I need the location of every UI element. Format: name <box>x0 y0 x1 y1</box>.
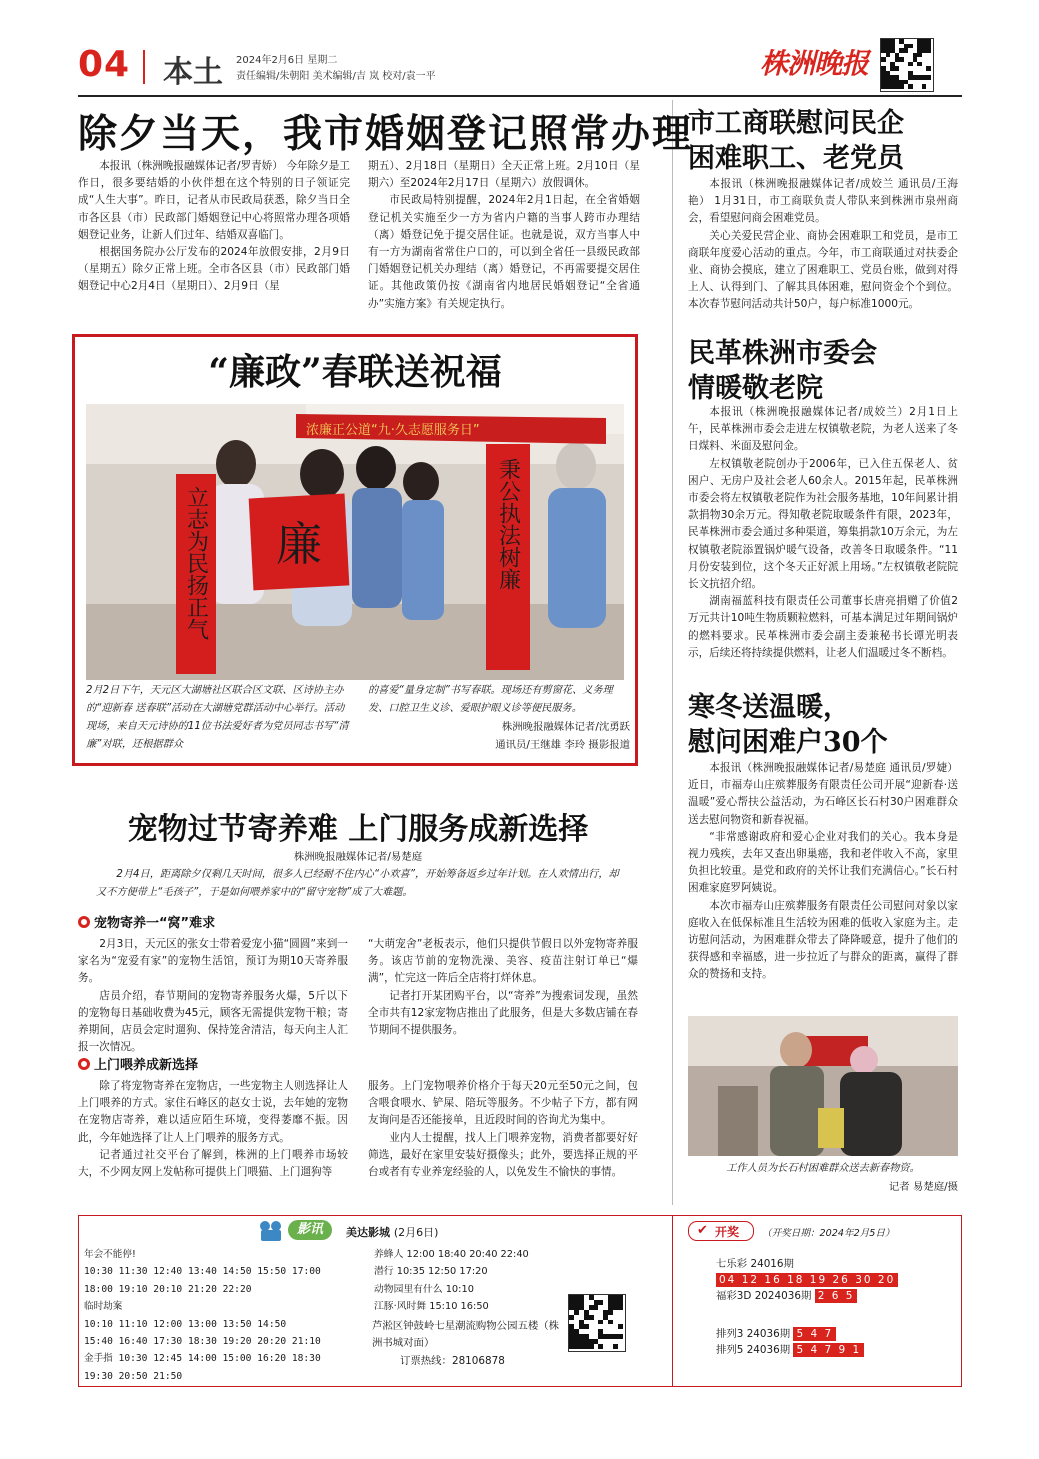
paragraph: 市民政局特别提醒，2024年2月1日起，在全省婚姻登记机关实施至少一方为省内户籍的当事人跨市办理结（离）婚登记免于提交居住证。也就是说，双方当事人中有一方为湖南省常住户口的，可以到全省任一县级民政部门婚姻登记机关办理结（离）婚登记，不再需要提交居住证。其他政策仍按《湖南省内地居民婚姻登记“全省通办”实施方案》有关规定执行。 <box>368 194 640 310</box>
lead-col-2 <box>368 158 640 313</box>
cinema-address: 芦淞区钟鼓岭七星潮流购物公园五楼（株洲书城对面） <box>372 1320 560 1349</box>
schedule-line: 动物园里有什么 10:10 <box>374 1283 474 1295</box>
lottery-numbers: 2 6 5 <box>815 1289 858 1303</box>
couplet-left: 立志为民扬正气 <box>183 486 209 640</box>
paragraph: 关心关爱民营企业、商协会困难职工和党员，是市工商联年度爱心活动的重点。今年，市工商联通过对扶委企业、商协会摸底，建立了困难职工、党员台账，做到对得上人、认得到门、了解其具体困难，慰问资金个个到位。本次春节慰问活动共计50户，每户标准1000元。 <box>688 229 958 311</box>
pet-byline: 株洲晚报融媒体记者/易楚庭 <box>293 851 423 863</box>
lottery-logo: ✔ 开奖 <box>688 1221 754 1241</box>
paragraph: 业内人士提醒，找人上门喂养宠物，消费者都要好好筛选，最好在家里安装好摄像头；此外，要选择正规的平台或者有专业养宠经验的人，以免发生不愉快的事情。 <box>368 1131 638 1179</box>
editors-line: 责任编辑/朱朝阳 美术编辑/吉 岚 校对/袁一平 <box>236 71 436 82</box>
paragraph: 除了将宠物寄养在宠物店，一些宠物主人则选择让人上门喂养的方式。家住石峰区的赵女士说，去年她的宠物在宠物店寄养，难以适应陌生环境，变得萎靡不振。因此，今年她选择了让人上门喂养的服务方式。 <box>78 1080 348 1144</box>
qr-cell <box>618 1334 623 1339</box>
qr-cell <box>574 1310 579 1315</box>
schedule-line: 10:10 11:10 12:00 13:00 13:50 14:50 <box>84 1318 287 1330</box>
schedule-line: 潜行 10:35 12:50 17:20 <box>374 1266 488 1278</box>
qr-cell <box>584 1324 589 1329</box>
pet-headline: 宠物过节寄养难 上门服务成新选择 <box>127 812 589 847</box>
story2-body <box>688 404 958 662</box>
lottery-numbers: 5 4 7 <box>793 1327 836 1341</box>
pet-sec2-col2 <box>368 1078 638 1181</box>
paragraph: 期五）、2月18日（星期日）全天正常上班。2月10日（星期六）至2024年2月17日（星期六）放假调休。 <box>368 160 640 190</box>
section-name: 本土 <box>163 55 223 90</box>
qr-cell <box>594 1305 599 1310</box>
bottom-divider <box>672 1215 673 1387</box>
qr-cell <box>608 1320 613 1325</box>
pet-subhead-1: 宠物寄养一“窝”难求 <box>78 912 215 931</box>
qr-cell <box>926 75 931 80</box>
lottery-numbers: 5 4 7 9 1 <box>793 1343 864 1357</box>
qr-cell <box>598 1320 603 1325</box>
pet-intro: 2月4日，距离除夕仅剩几天时间，很多人已经耐不住内心“小欢喜”，开始筹备返乡过年计划。在人欢情出行，却又不方便带上“毛孩子”，于是如何喂养家中的“留守宠物”成了大难题。 <box>96 869 619 898</box>
qr-cell <box>908 84 913 89</box>
paragraph: 根据国务院办公厅发布的2024年放假安排，2月9日（星期五）除夕正常上班。全市各区县（市）民政部门婚姻登记中心2月4日（星期日）、2月9日（星 <box>78 246 350 293</box>
schedule-line: 年会不能停! <box>84 1249 136 1260</box>
pet-subhead-2: 上门喂养成新选择 <box>78 1054 198 1073</box>
qr-cell <box>926 66 931 71</box>
paragraph: 本次市福寿山庄殡葬服务有限责任公司慰问对象以家庭收入在低保标准且生活较为困难的低收入家庭为主。走访慰问活动，为困难群众带去了降降暖意，提升了他们的获得感和幸福感，进一步拉近了与群众的距离，赢得了群众的赞扬和支持。 <box>688 899 958 981</box>
relief-photo <box>688 1016 958 1156</box>
qr-code-icon <box>880 38 934 92</box>
bullet-icon <box>78 1058 90 1070</box>
qr-cell <box>922 84 927 89</box>
schedule-line: 金手指 10:30 12:45 14:00 15:00 16:20 18:30 <box>84 1353 321 1365</box>
qr-cell <box>908 44 913 49</box>
lead-col-1 <box>78 158 350 296</box>
feature-title: “廉政”春联送祝福 <box>208 351 502 393</box>
qr-cell <box>917 53 922 58</box>
film-camera-icon <box>258 1220 286 1242</box>
feature-caption-1: 2月2日下午，天元区大湖塘社区联合区文联、区诗协主办的“迎新春 送春联”活动在大湖塘党群活动中心举行。活动现场，来自天元诗协的11位书法爱好者为党员同志书写“清廉”对联，还根据群众 <box>86 685 349 750</box>
couplet-center: 廉 <box>276 517 322 571</box>
cinema-logo: 影讯 <box>288 1220 332 1240</box>
lottery-date: （开奖日期：2024年2月5日） <box>762 1228 895 1239</box>
qr-cell <box>618 1305 623 1310</box>
story3-headline: 寒冬送温暖， 慰问困难户30个 <box>688 692 888 758</box>
feature-credits <box>368 718 630 754</box>
paragraph: 本报讯（株洲晚报融媒体记者/罗青娇） 今年除夕是工作日，很多要结婚的小伙伴想在这个特别的日子领证完成“人生大事”。昨日，记者从市民政局获悉，除夕当日全市各区县（市）民政部门婚姻登记中心将照常办理各项婚姻登记业务，让新人们过年、结婚双喜临门。 <box>78 160 350 241</box>
banner-text: 浓廉正公道“九·久志愿服务日” <box>306 423 480 438</box>
lottery-results <box>716 1256 956 1358</box>
paragraph: “非常感谢政府和爱心企业对我们的关心。我本身是视力残疾，去年又查出卵巢癌，我和老伴收入不高，家里负担比较重。是党和政府的关怀让我们充满信心。”长石村困难家庭罗阿姨说。 <box>688 830 958 895</box>
schedule-line: 15:40 16:40 17:30 18:30 19:20 20:20 21:10 <box>84 1336 321 1348</box>
relief-photo-credit: 记者 易楚庭/摄 <box>888 1181 958 1193</box>
relief-photo-art <box>688 1016 958 1156</box>
cinema-title: 美达影城 (2月6日) <box>346 1226 439 1239</box>
schedule-line: 江豚·风时舞 15:10 16:50 <box>374 1301 489 1313</box>
story2-headline: 民革株洲市委会 情暖敬老院 <box>688 338 877 404</box>
schedule-line: 18:00 19:10 20:10 21:20 22:20 <box>84 1283 252 1295</box>
qr-cell <box>569 1315 574 1320</box>
lottery-row: 排列3 24036期 5 4 7 <box>716 1326 956 1342</box>
check-icon: ✔ <box>697 1223 708 1238</box>
story1-body <box>688 176 958 314</box>
paragraph: 记者通过社交平台了解到，株洲的上门喂养市场较大，不少网友网上发帖称可提供上门喂猫、上门遛狗等 <box>78 1148 348 1179</box>
qr-cell <box>904 48 909 53</box>
column-divider <box>672 100 673 1205</box>
qr-cell <box>589 1344 594 1349</box>
header-rule <box>78 95 962 97</box>
lottery-row: 排列5 24036期 5 4 7 9 1 <box>716 1342 956 1358</box>
header-divider <box>143 50 145 84</box>
couplet-right: 秉公执法树廉 <box>495 458 521 590</box>
lottery-row: 福彩3D 2024036期 2 6 5 <box>716 1288 956 1304</box>
qr-cell <box>613 1344 618 1349</box>
cinema-hotline: 订票热线：28106878 <box>400 1355 505 1367</box>
cinema-qr-code-icon <box>568 1294 626 1352</box>
lottery-row <box>716 1272 956 1288</box>
lottery-numbers: 04 12 16 18 19 26 30 20 <box>716 1273 898 1287</box>
credit-reporter: 株洲晚报融媒体记者/沈勇跃 <box>501 721 630 733</box>
pet-sec1-col1 <box>78 936 348 1056</box>
masthead-logo: 株洲晚报 <box>760 47 869 80</box>
qr-cell <box>926 48 931 53</box>
cinema-schedule-col2 <box>374 1246 564 1316</box>
paragraph: “大萌宠舍”老板表示，他们只提供节假日以外宠物寄养服务。该店节前的宠物洗澡、美容、疫苗注射订单已“爆满”，忙完这一阵后全店将打烊休息。 <box>368 938 638 985</box>
paragraph: 本报讯（株洲晚报融媒体记者/成姣兰）2月1日上午，民革株洲市委会走进左权镇敬老院，为老人送来了冬日煤料、米面及慰问金。 <box>688 406 958 453</box>
qr-cell <box>899 57 904 62</box>
lead-headline: 除夕当天，我市婚姻登记照常办理 <box>78 111 694 157</box>
schedule-line: 19:30 20:50 21:50 <box>84 1370 183 1382</box>
story3-body <box>688 760 958 984</box>
schedule-line: 10:30 11:30 12:40 13:40 14:50 15:50 17:00 <box>84 1266 321 1278</box>
qr-cell <box>618 1324 623 1329</box>
pet-sec1-col2 <box>368 936 638 1039</box>
qr-cell <box>608 1310 613 1315</box>
paragraph: 2月3日，天元区的张女士带着爱宠小猫“圆圆”来到一家名为“宠爱有家”的宠物生活馆，预订为期10天寄养服务。 <box>78 938 348 985</box>
credit-photographers: 通讯员/王继雄 李玲 摄影报道 <box>495 739 630 751</box>
paragraph: 记者打开某团购平台，以“寄养”为搜索词发现，虽然全市共有12家宠物店推出了此服务，但是大多数店铺在春节期间不提供服务。 <box>368 989 638 1037</box>
lottery-row: 七乐彩 24016期 <box>716 1258 794 1270</box>
qr-cell <box>917 62 922 67</box>
qr-cell <box>881 57 886 62</box>
paragraph: 本报讯（株洲晚报融媒体记者/成姣兰 通讯员/王海艳） 1月31日，市工商联负责人带队来到株洲市泉州商会，看望慰问商会困难党员。 <box>688 178 958 225</box>
qr-cell <box>886 53 891 58</box>
couplet-photo <box>86 404 624 680</box>
paragraph: 左权镇敬老院创办于2006年，已入住五保老人、贫困户、无房户及社会老人60余人。2015年起，民革株洲市委会将左权镇敬老院作为社会服务基地，10年间累计捐款捐物30余万元。得知敬老院取暖条件有限，2023年，民革株洲市委会通过多种渠道，筹集捐款10万余元，为左权镇敬老院添置锅炉暖气设备，改善冬日取暖条件。“11月份安装到位，这个冬天正好派上用场。”左权镇敬老院院长文抗招介绍。 <box>688 457 958 591</box>
qr-cell <box>589 1315 594 1320</box>
qr-cell <box>598 1344 603 1349</box>
story1-headline: 市工商联慰问民企 困难职工、老党员 <box>688 108 904 174</box>
schedule-line: 临时劫案 <box>84 1301 123 1313</box>
paragraph: 湖南福蓝科技有限责任公司董事长唐亮捐赠了价值2万元共计10吨生物质颗粒燃料，可基本满足过年期间锅炉的燃料要求。民革株洲市委会副主委兼秘书长谭光明表示，后续还将持续提供燃料，让老人们温暖过冬不断档。 <box>688 595 958 659</box>
cinema-schedule-col1 <box>84 1246 374 1385</box>
feature-caption-2: 的喜爱“量身定制”书写春联。现场还有剪窗花、义务理发、口腔卫生义诊、爱眼护眼义诊等便民服务。 <box>368 685 613 714</box>
pet-sec2-col1 <box>78 1078 348 1181</box>
bullet-icon <box>78 916 90 928</box>
paragraph: 服务。上门宠物喂养价格介于每天20元至50元之间，包含喂食喂水、铲屎、陪玩等服务。不少帖子下方，都有网友询问是否还能接单，且近段时间的咨询尤为集中。 <box>368 1080 638 1127</box>
qr-cell <box>598 1300 603 1305</box>
schedule-line: 养蜂人 12:00 18:40 20:40 22:40 <box>374 1249 529 1260</box>
qr-cell <box>895 66 900 71</box>
qr-cell <box>899 84 904 89</box>
page-number: 04 <box>78 44 131 85</box>
qr-cell <box>908 62 913 67</box>
couplet-photo-art <box>86 404 624 680</box>
relief-photo-caption: 工作人员为长石村困难群众送去新春物资。 <box>726 1163 920 1174</box>
paragraph: 本报讯（株洲晚报融媒体记者/易楚庭 通讯员/罗婕） 近日，市福寿山庄殡葬服务有限责任公司开展“迎新春·送温暖”爱心帮扶公益活动，为石峰区长石村30户困难群众送去慰问物资和新春祝福。 <box>688 762 958 826</box>
paragraph: 店员介绍，春节期间的宠物寄养服务火爆，5斤以下的宠物每日基础收费为45元，顾客无需提供宠物干粮；寄养期间，店员会定时遛狗、保持笼舍清洁，每天向主人汇报一次情况。 <box>78 989 348 1054</box>
date-line: 2024年2月6日 星期二 <box>236 55 338 66</box>
